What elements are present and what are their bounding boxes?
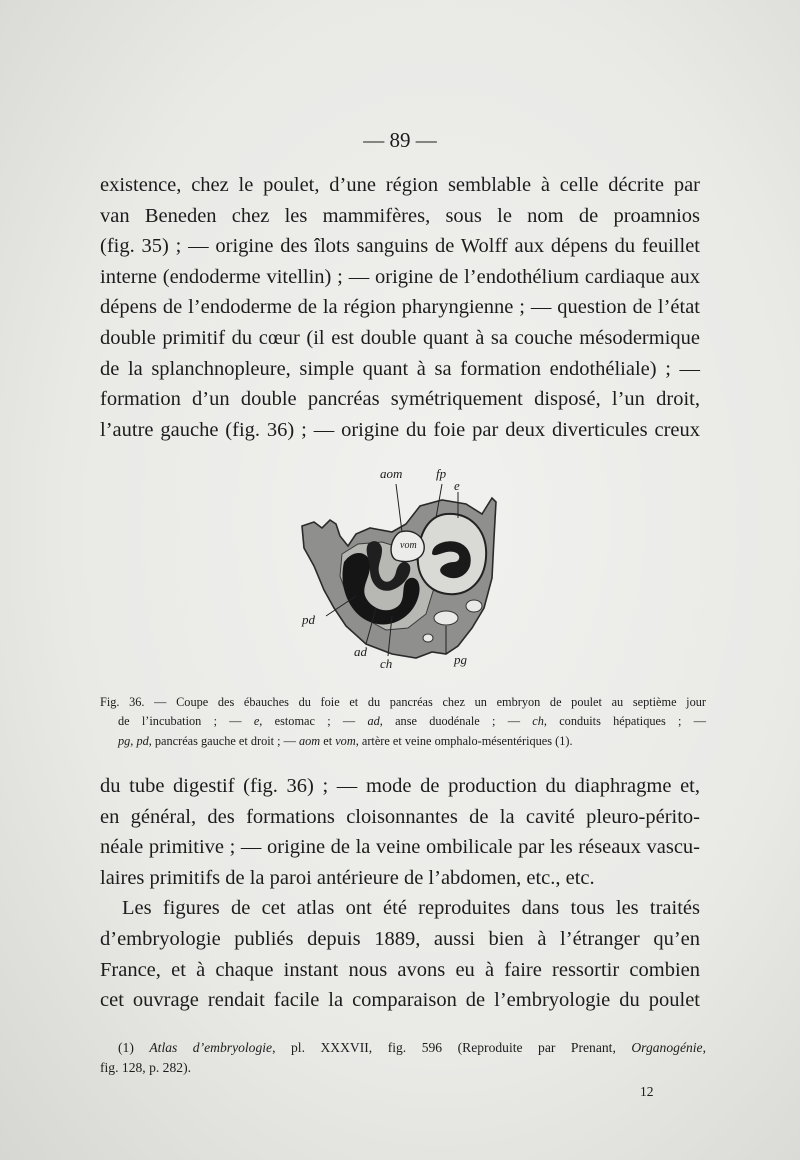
footnote-text: , pl. XXXVII, fig. 596 (Reproduite par Prenant, bbox=[272, 1040, 632, 1055]
paragraph-top bbox=[100, 170, 700, 445]
pancreas-left bbox=[434, 611, 458, 625]
caption-line bbox=[100, 732, 706, 751]
footnote-marker: (1) bbox=[118, 1040, 150, 1055]
footnote-title: Organogénie bbox=[631, 1040, 703, 1055]
footnote-line: fig. 128, p. 282). bbox=[100, 1060, 191, 1075]
caption-text: , anse duodénale ; — bbox=[379, 714, 533, 729]
caption-text: Fig. 36. — Coupe des ébauches du foie et du pancréas chez un embryon de poulet au septième jour bbox=[100, 695, 706, 709]
caption-abbr: ad bbox=[367, 714, 380, 729]
text-line: cet ouvrage rendait facile la comparaison de l’embryologie du poulet bbox=[100, 989, 700, 1012]
label-vom: vom bbox=[400, 540, 417, 551]
caption-text: , estomac ; — bbox=[259, 714, 368, 729]
text-line: laires primitifs de la paroi antérieure de l’abdomen, etc., etc. bbox=[100, 866, 595, 889]
paragraph-bottom bbox=[100, 771, 700, 1016]
text-line: de la splanchnopleure, simple quant à sa formation endothéliale) ; — bbox=[100, 357, 700, 380]
caption-line bbox=[100, 712, 706, 731]
footnote-text: , bbox=[702, 1040, 706, 1055]
footnote-title: Atlas d’embryologie bbox=[149, 1040, 273, 1055]
caption-abbr: pd bbox=[136, 733, 149, 748]
label-ad: ad bbox=[354, 644, 367, 659]
stomach-ring bbox=[418, 514, 486, 594]
caption-text: , bbox=[130, 733, 137, 748]
text-line: (fig. 35) ; — origine des îlots sanguins de Wolff aux dépens du feuillet bbox=[100, 235, 700, 258]
pancreas-spot bbox=[423, 634, 433, 642]
caption-abbr: vom bbox=[335, 733, 356, 748]
text-line: d’embryologie publiés depuis 1889, aussi bien à l’étranger qu’en bbox=[100, 927, 700, 950]
caption-text: , pancréas gauche et droit ; — bbox=[148, 733, 299, 748]
text-line: dépens de l’endoderme de la région pharyngienne ; — question de l’état bbox=[100, 296, 700, 319]
text-line: double primitif du cœur (il est double quant à sa couche mésodermique bbox=[100, 326, 700, 349]
text-line: van Beneden chez les mammifères, sous le nom de proamnios bbox=[100, 204, 700, 227]
caption-line bbox=[100, 693, 706, 712]
leader-line bbox=[396, 484, 402, 532]
label-e: e bbox=[454, 478, 460, 493]
label-aom: aom bbox=[380, 466, 403, 481]
text-line: Les figures de cet atlas ont été reproduites dans tous les traités bbox=[122, 897, 700, 920]
text-line: interne (endoderme vitellin) ; — origine de l’endothélium cardiaque aux bbox=[100, 265, 700, 288]
caption-text: de l’incubation ; — bbox=[118, 714, 254, 729]
embryo-section-figure bbox=[296, 458, 506, 670]
text-line: France, et à chaque instant nous avons eu à faire ressortir combien bbox=[100, 958, 700, 981]
text-line: l’autre gauche (fig. 36) ; — origine du foie par deux diverticules creux bbox=[100, 418, 700, 441]
footnote-line bbox=[100, 1038, 706, 1058]
figure-drawing bbox=[296, 458, 506, 670]
text-line: néale primitive ; — origine de la veine ombilicale par les réseaux vascu- bbox=[100, 836, 700, 859]
caption-abbr: ch bbox=[532, 714, 544, 729]
caption-abbr: e bbox=[253, 714, 260, 729]
label-pg: pg bbox=[454, 652, 467, 667]
label-ch: ch bbox=[380, 656, 393, 670]
footnote bbox=[100, 1038, 706, 1078]
page-number: — 89 — bbox=[363, 128, 437, 152]
pancreas-spot bbox=[466, 600, 482, 612]
caption-abbr: pg bbox=[118, 733, 131, 748]
text-line: du tube digestif (fig. 36) ; — mode de production du diaphragme et, bbox=[100, 775, 700, 797]
label-pd: pd bbox=[302, 612, 315, 627]
caption-abbr: aom bbox=[299, 733, 321, 748]
text-line: en général, des formations cloisonnantes de la cavité pleuro-périto- bbox=[100, 805, 700, 828]
text-line: existence, chez le poulet, d’une région semblable à celle décrite par bbox=[100, 174, 700, 196]
caption-text: , conduits hépatiques ; — bbox=[543, 714, 706, 729]
label-fp: fp bbox=[436, 466, 447, 481]
signature-mark: 12 bbox=[640, 1084, 654, 1099]
caption-text: , artère et veine omphalo-mésentériques (1). bbox=[355, 733, 573, 748]
caption-text: et bbox=[320, 733, 336, 748]
text-line: formation d’un double pancréas symétriquement disposé, l’un droit, bbox=[100, 388, 700, 411]
figure-caption bbox=[100, 693, 706, 751]
